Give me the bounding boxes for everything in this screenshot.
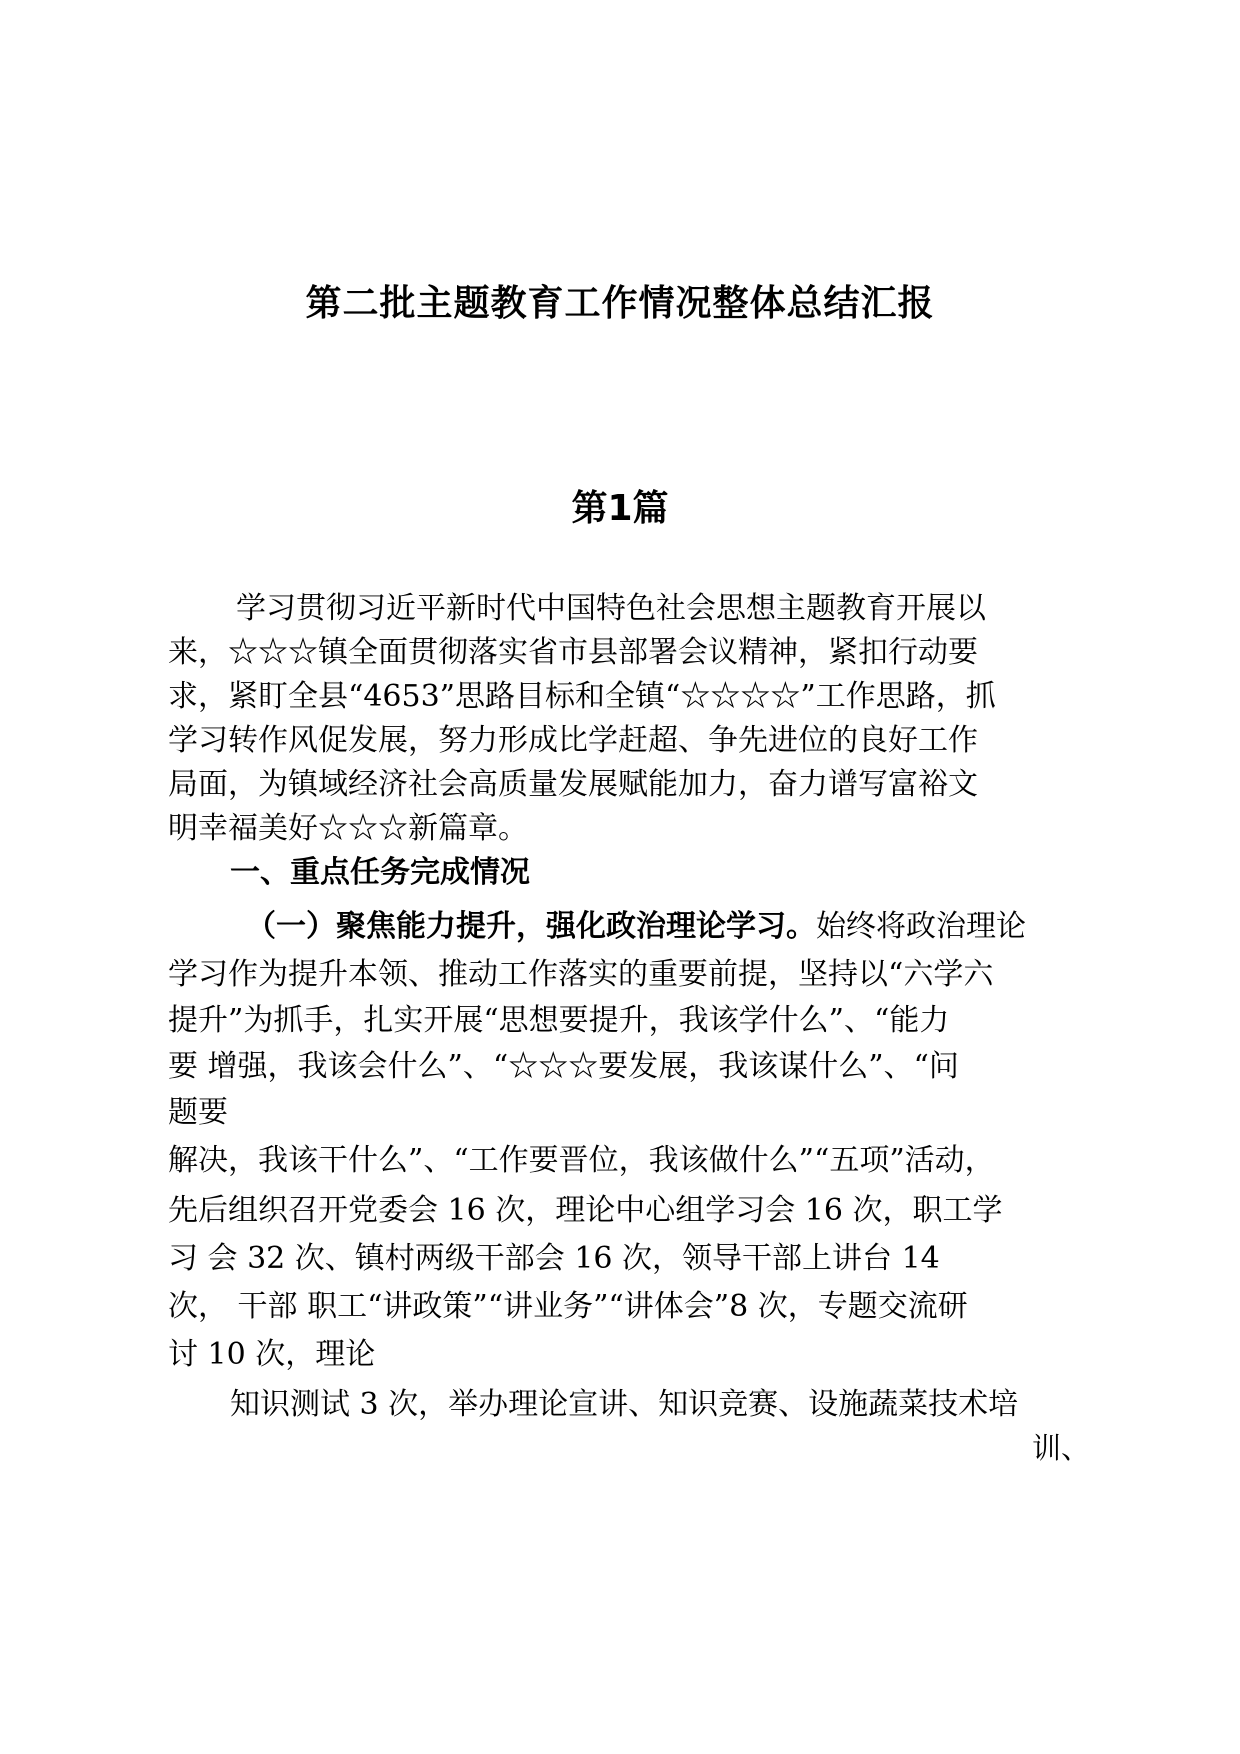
body-line-7: 习 会 32 次、镇村两级干部会 16 次，领导干部上讲台 14 xyxy=(168,1241,940,1276)
intro-line-3: 求，紧盯全县“4653”思路目标和全镇“☆☆☆☆”工作思路，抓 xyxy=(168,679,996,714)
body-line-9: 讨 10 次，理论 xyxy=(168,1337,376,1372)
subsection-first-line xyxy=(246,909,1026,944)
intro-line-1: 学习贯彻习近平新时代中国特色社会思想主题教育开展以 xyxy=(236,591,986,626)
body-line-1: 学习作为提升本领、推动工作落实的重要前提，坚持以“六学六 xyxy=(168,957,994,992)
document-title: 第二批主题教育工作情况整体总结汇报 xyxy=(305,283,935,324)
intro-line-2: 来，☆☆☆镇全面贯彻落实省市县部署会议精神，紧扣行动要 xyxy=(168,635,978,670)
intro-line-4: 学习转作风促发展，努力形成比学赶超、争先进位的良好工作 xyxy=(168,723,978,758)
body-line-10: 知识测试 3 次，举办理论宣讲、知识竞赛、设施蔬菜技术培 xyxy=(230,1387,1019,1422)
subsection-first-line-rest: 始终将政治理论 xyxy=(816,909,1026,944)
body-line-2: 提升”为抓手，扎实开展“思想要提升，我该学什么”、“能力 xyxy=(168,1003,950,1038)
chapter-heading: 第1篇 xyxy=(571,488,669,529)
body-line-5: 解决，我该干什么”、“工作要晋位，我该做什么”“五项”活动， xyxy=(168,1143,995,1178)
body-line-3: 要 增强，我该会什么”、“☆☆☆要发展，我该谋什么”、“问 xyxy=(168,1049,959,1084)
section-heading: 一、重点任务完成情况 xyxy=(230,855,530,890)
body-line-4: 题要 xyxy=(168,1095,228,1130)
body-line-6: 先后组织召开党委会 16 次，理论中心组学习会 16 次，职工学 xyxy=(168,1193,1003,1228)
body-line-11: 训、 xyxy=(1032,1431,1091,1465)
subsection-heading: （一）聚焦能力提升，强化政治理论学习。 xyxy=(246,909,816,944)
body-line-8: 次， 干部 职工“讲政策”“讲业务”“讲体会”8 次，专题交流研 xyxy=(168,1289,968,1324)
intro-line-5: 局面，为镇域经济社会高质量发展赋能加力，奋力谱写富裕文 xyxy=(168,767,978,802)
intro-line-6: 明幸福美好☆☆☆新篇章。 xyxy=(168,811,528,846)
